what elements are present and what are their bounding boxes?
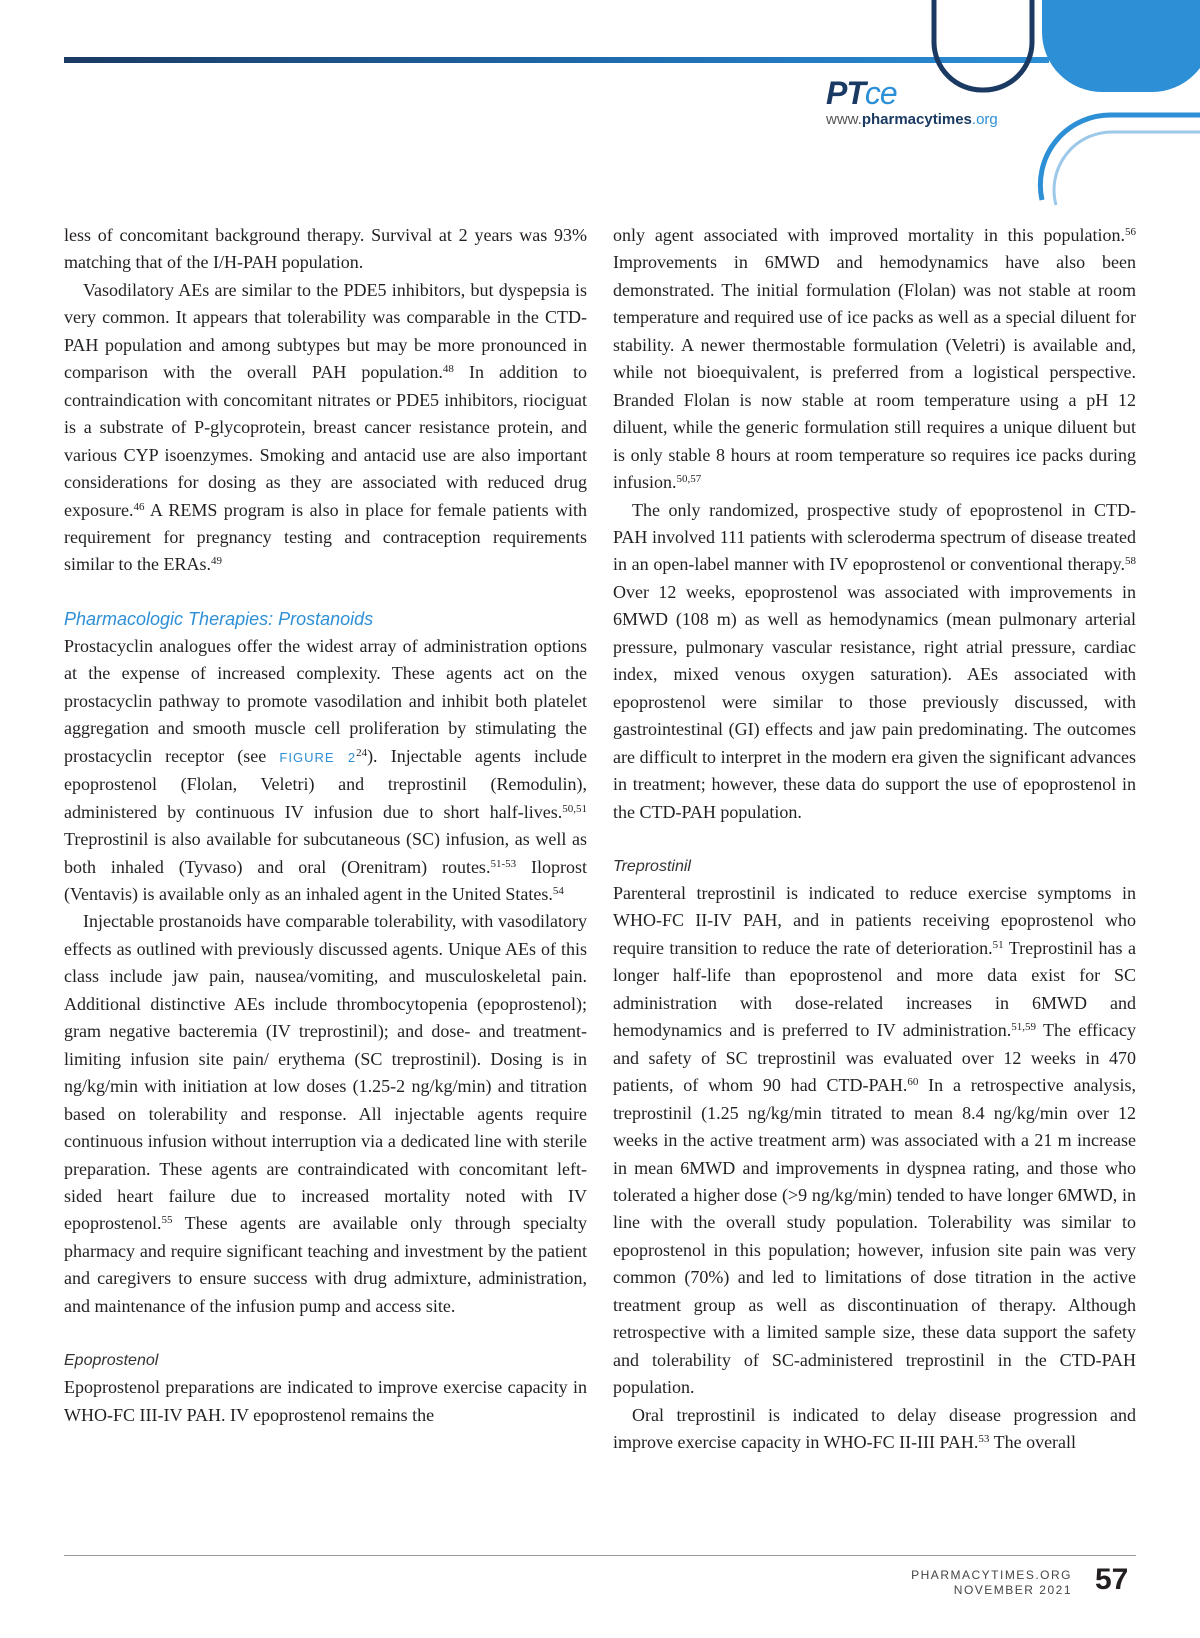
citation: 56 [1125, 226, 1136, 238]
paragraph: only agent associated with improved mortality in this population.$^{56}$ Improvements in 6MWD and hemodynamics have also been demonstrated. The initial formulation (Flolan) was not stable at room temperature and required use of ice packs as well as a special diluent for stability. A newer thermostable formulation (Veletri) is available and, while not bioequivalent, is preferred from a logistical perspective. Branded Flolan is now stable at room temperature using a pH 12 diluent, while the generic formulation still requires a unique diluent but is only stable 8 hours at room temperature so requires ice packs during infusion.$^{50,57}$ [613, 225, 1136, 493]
citation: 51,59 [1011, 1021, 1036, 1034]
footer-info [911, 1568, 1072, 1598]
right-column [613, 222, 1136, 1456]
deco-blue-shape [1042, 0, 1200, 92]
citation: 51-53 [490, 857, 517, 870]
paragraph: Parenteral treprostinil is indicated to reduce exercise symptoms in WHO-FC II-IV PAH, and in patients receiving epoprostenol who require transition to reduce the rate of deterioration.$^{51}$ Treprostinil has a longer half-life than epoprostenol and more data exist for SC administration with dose-related increases in 6MWD and hemodynamics and is preferred to IV administration.$^{51,59}$ The efficacy and safety of SC treprostinil was evaluated over 12 weeks in 470 patients, of whom 90 had CTD-PAH.$^{60}$ In a retrospective analysis, treprostinil (1.25 ng/kg/min titrated to mean 8.4 ng/kg/min over 12 weeks in the active treatment arm) was associated with a 21 m increase in mean 6MWD and improvements in dyspnea rating, and those who tolerated a higher dose (>9 ng/kg/min) tended to have longer 6MWD, in line with the overall study population. Tolerability was similar to epoprostenol in this population; however, infusion site pain was very common (70%) and led to limitations of dose titration in the active treatment group as well as discontinuation of therapy. Although retrospective with a limited sample size, these data support the safety and tolerability of SC-administered treprostinil in the CTD-PAH population. [613, 882, 1137, 1398]
citation: 49 [211, 555, 222, 568]
subsection-heading: Epoprostenol [64, 1352, 159, 1370]
page-number: 57 [1095, 1563, 1129, 1596]
citation: 24 [356, 746, 368, 759]
paragraph: Prostacyclin analogues offer the widest array of administration options at the expense of increased complexity. These agents act on the prostacyclin pathway to promote vasodilation and inhibit both platelet aggregation and smooth muscle cell proliferation by stimulating the prostacyclin receptor (see FIGURE $2^{24}$). Injectable agents include epoprostenol (Flolan, Veletri) and treprostinil (Remodulin), administered by continuous IV infusion due to short half-lives.$^{50,51}$ Treprostinil is also available for subcutaneous (SC) infusion, as well as both inhaled (Tyvaso) and oral (Orenitram) routes.$^{51-53}$ Iloprost (Ventavis) is available only as an inhaled agent in the United States.$^{54}$ [64, 635, 588, 904]
citation: 48 [442, 363, 454, 376]
logo-mark: PTce [826, 75, 897, 111]
citation: 53 [978, 1433, 990, 1446]
paragraph: Injectable prostanoids have comparable tolerability, with vasodilatory effects as outlined with previously discussed agents. Unique AEs of this class include jaw pain, nausea/vomiting, and musculoskeletal pain. Additional distinctive AEs include thrombocytopenia (epoprostenol); gram negative bacteremia (IV treprostinil); and dose- and treatment-limiting infusion site pain/ erythema (SC treprostinil). Dosing is in ng/kg/min with initiation at low doses (1.25-2 ng/kg/min) and titration based on tolerability and response. All injectable agents require continuous infusion without interruption via a dedicated line with sterile preparation. These agents are contraindicated with concomitant left-sided heart failure due to increased mortality noted with IV epoprostenol.$^{55}$ These agents are available only through specialty pharmacy and require significant teaching and investment by the patient and caregivers to ensure success with drug admixture, administration, and maintenance of the infusion pump and access site. [64, 911, 587, 1316]
citation: 50,51 [562, 802, 587, 815]
paragraph: less of concomitant background therapy. Survival at 2 years was 93% matching that of the I/H-PAH population. [64, 225, 587, 273]
citation: 60 [907, 1076, 919, 1089]
section-heading: Pharmacologic Therapies: Prostanoids [64, 608, 374, 629]
left-column [64, 222, 587, 1429]
paragraph: Oral treprostinil is indicated to delay disease progression and improve exercise capacity in WHO-FC II-III PAH.$^{53}$ The overall [613, 1404, 1136, 1453]
citation: 54 [552, 884, 564, 897]
deco-light-arc [1054, 132, 1200, 205]
ptce-logo[interactable] [826, 77, 998, 128]
footer-issue: NOVEMBER 2021 [953, 1583, 1072, 1597]
citation: 46 [133, 500, 145, 513]
logo-url: www.pharmacytimes.org [826, 111, 998, 128]
citation: 51 [992, 938, 1004, 951]
paragraph: Vasodilatory AEs are similar to the PDE5 inhibitors, but dyspepsia is very common. It appears that tolerability was comparable in the CTD-PAH population and among subtypes but may be more pronounced in comparison with the overall PAH population.$^{48}$ In addition to contraindication with concomitant nitrates or PDE5 inhibitors, riociguat is a substrate of P-glycoprotein, breast cancer resistance protein, and various CYP isoenzymes. Smoking and antacid use are also important considerations for dosing as they are associated with reduced drug exposure.$^{46}$ A REMS program is also in place for female patients with requirement for pregnancy testing and contraception requirements similar to the ERAs.$^{49}$ [64, 279, 587, 575]
figure-reference[interactable]: FIGURE 2 [279, 749, 357, 765]
citation: 58 [1125, 555, 1136, 568]
header-rule [64, 57, 1049, 63]
footer-rule [64, 1555, 1136, 1556]
paragraph: The only randomized, prospective study of epoprostenol in CTD-PAH involved 111 patients with scleroderma spectrum of disease treated in an open-label manner with IV epoprostenol or conventional therapy.$^{58}$ Over 12 weeks, epoprostenol was associated with improvements in 6MWD (108 m) as well as hemodynamics (mean pulmonary arterial pressure, pulmonary vascular resistance, right atrial pressure, cardiac index, mixed venous oxygen saturation). AEs associated with epoprostenol were similar to those previously discussed, with gastrointestinal (GI) effects and jaw pain predominating. The outcomes are difficult to interpret in the modern era given the significant advances in treatment; however, these data do support the use of epoprostenol in the CTD-PAH population. [613, 499, 1136, 822]
paragraph: Epoprostenol preparations are indicated to improve exercise capacity in WHO-FC III-IV PAH. IV epoprostenol remains the [64, 1377, 587, 1425]
citation: 50,57 [676, 473, 702, 486]
footer-site[interactable]: PHARMACYTIMES.ORG [911, 1568, 1072, 1582]
subsection-heading: Treprostinil [613, 857, 691, 875]
citation: 55 [161, 1214, 173, 1227]
